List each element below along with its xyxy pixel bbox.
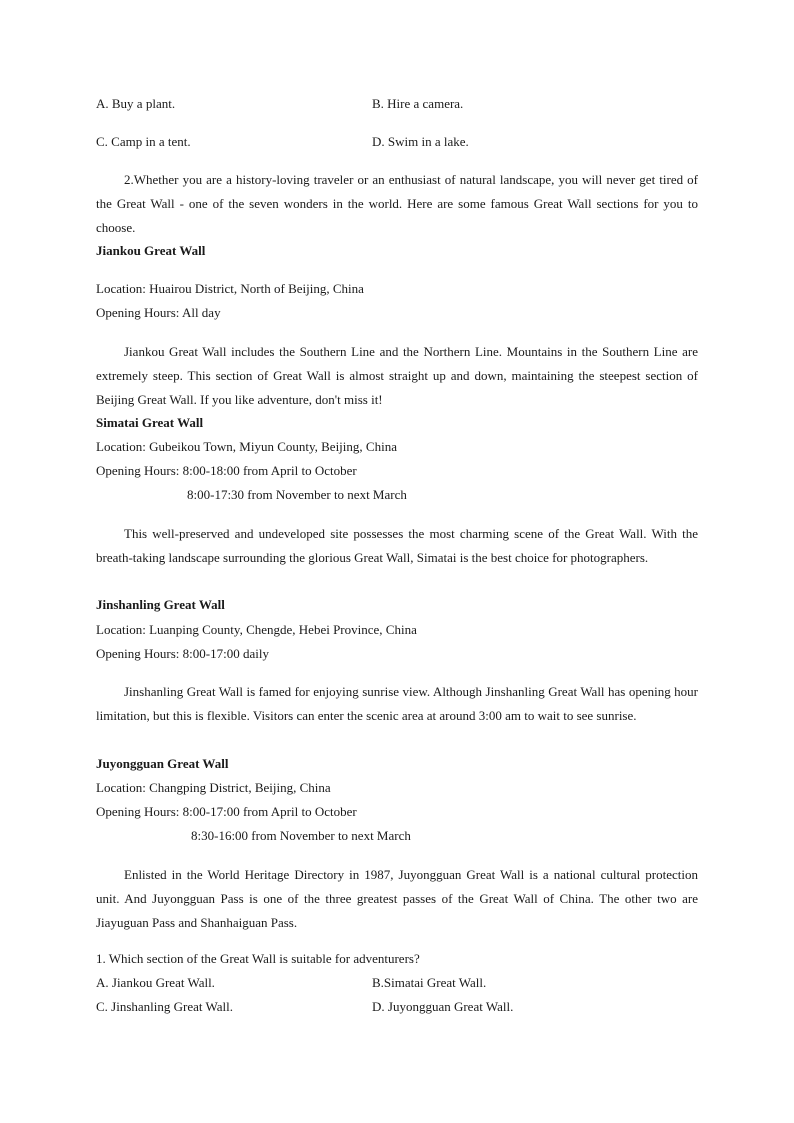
q1-option-d: D. Juyongguan Great Wall. bbox=[372, 999, 514, 1014]
hours-juyongguan: Opening Hours: 8:00-17:00 from April to October bbox=[96, 804, 357, 819]
passage-intro: 2.Whether you are a history-loving traveler or an enthusiast of natural landscape, you will never get tired of the Great Wall - one of the seven wonders in the world. Here are some famous Great Wall sections for you to choose. bbox=[96, 172, 698, 235]
description-jiankou: Jiankou Great Wall includes the Southern Line and the Northern Line. Mountains in the Southern Line are extremely steep. This section of Great Wall is almost straight up and down, maintaining the steepest section of Beijing Great Wall. If you like adventure, don't miss it! bbox=[96, 344, 698, 407]
description-juyongguan: Enlisted in the World Heritage Directory in 1987, Juyongguan Great Wall is a national cultural protection unit. And Juyongguan Pass is one of the three greatest passes of the Great Wall of China. The other two are Jiayuguan Pass and Shanhaiguan Pass. bbox=[96, 867, 698, 930]
hours-jiankou: Opening Hours: All day bbox=[96, 305, 221, 320]
q1-option-a: A. Jiankou Great Wall. bbox=[96, 975, 215, 990]
hours-juyongguan-winter: 8:30-16:00 from November to next March bbox=[191, 828, 411, 843]
location-simatai: Location: Gubeikou Town, Miyun County, Beijing, China bbox=[96, 439, 397, 454]
location-jiankou: Location: Huairou District, North of Beijing, China bbox=[96, 281, 364, 296]
location-juyongguan: Location: Changping District, Beijing, China bbox=[96, 780, 331, 795]
section-title-juyongguan: Juyongguan Great Wall bbox=[96, 756, 229, 771]
option-c: C. Camp in a tent. bbox=[96, 134, 191, 149]
section-title-jiankou: Jiankou Great Wall bbox=[96, 243, 206, 258]
option-d: D. Swim in a lake. bbox=[372, 134, 469, 149]
hours-simatai-winter: 8:00-17:30 from November to next March bbox=[187, 487, 407, 502]
description-simatai: This well-preserved and undeveloped site possesses the most charming scene of the Great Wall. With the breath-taking landscape surrounding the glorious Great Wall, Simatai is the best choice for photographers. bbox=[96, 526, 698, 565]
description-jinshanling: Jinshanling Great Wall is famed for enjoying sunrise view. Although Jinshanling Great Wall has opening hour limitation, but this is flexible. Visitors can enter the scenic area at around 3:00 am to wait to see sunrise. bbox=[96, 684, 698, 723]
section-title-jinshanling: Jinshanling Great Wall bbox=[96, 597, 225, 612]
option-b: B. Hire a camera. bbox=[372, 96, 464, 111]
option-a: A. Buy a plant. bbox=[96, 96, 176, 111]
section-title-simatai: Simatai Great Wall bbox=[96, 415, 204, 430]
q1-option-b: B.Simatai Great Wall. bbox=[372, 975, 487, 990]
hours-simatai: Opening Hours: 8:00-18:00 from April to October bbox=[96, 463, 357, 478]
location-jinshanling: Location: Luanping County, Chengde, Hebei Province, China bbox=[96, 622, 417, 637]
question-1-stem: 1. Which section of the Great Wall is suitable for adventurers? bbox=[96, 951, 420, 966]
q1-option-c: C. Jinshanling Great Wall. bbox=[96, 999, 234, 1014]
hours-jinshanling: Opening Hours: 8:00-17:00 daily bbox=[96, 646, 269, 661]
